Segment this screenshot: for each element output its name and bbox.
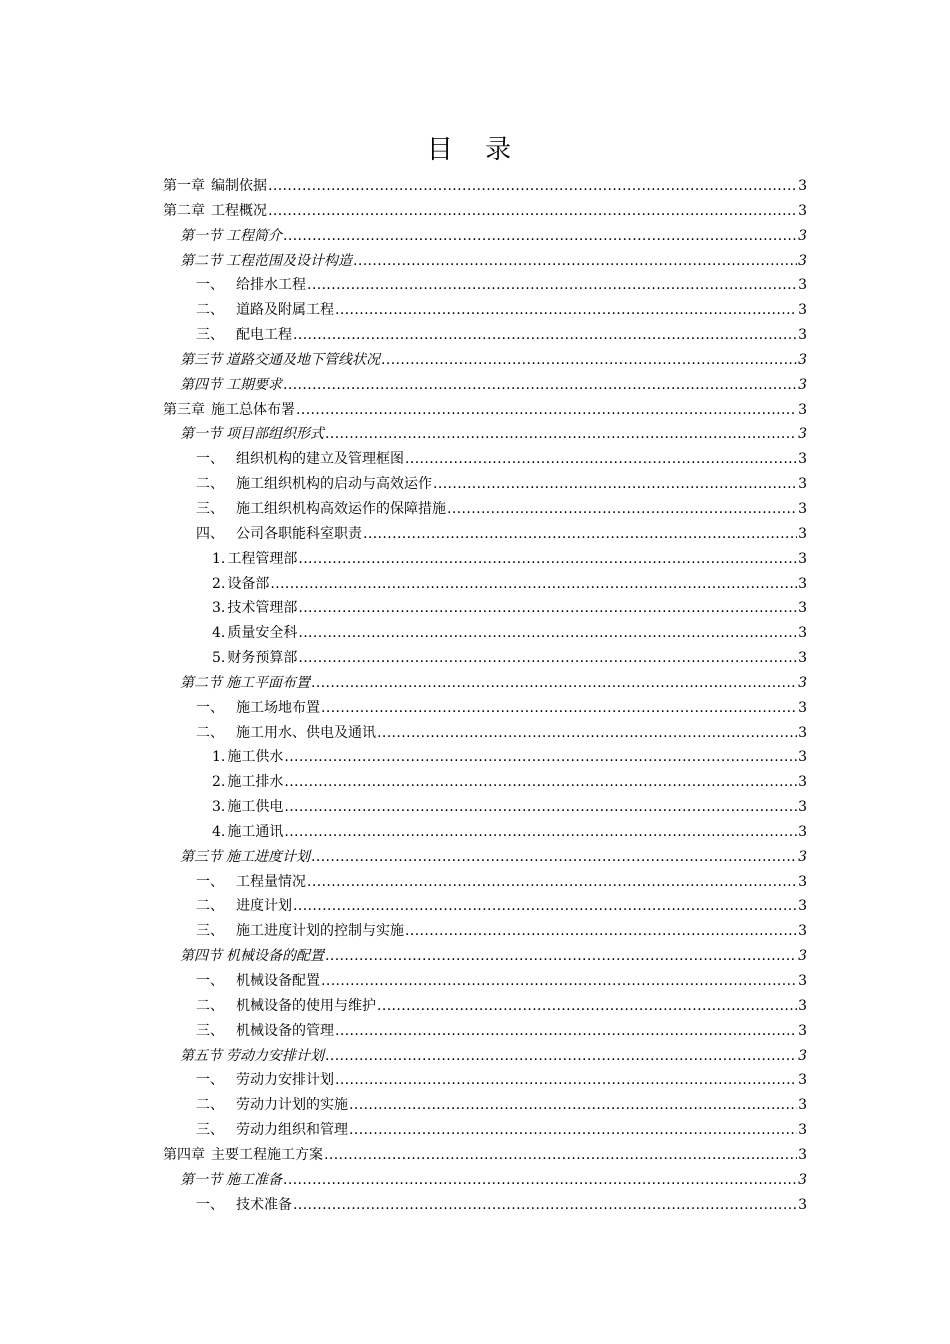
toc-entry-page: 3 [798,923,807,940]
toc-entry-page: 3 [798,848,807,865]
toc-entry-leader [268,174,797,199]
toc-entry-number: 第一章 [163,178,205,194]
toc-entry-leader [293,323,797,348]
toc-entry[interactable] [0,1143,950,1168]
toc-entry-text: 劳动力安排计划 [226,1047,324,1064]
toc-entry[interactable] [0,1093,950,1118]
toc-entry-page: 3 [798,327,807,344]
toc-entry[interactable] [0,249,950,274]
toc-entry-leader [325,422,797,447]
toc-entry[interactable] [0,969,950,994]
toc-entry-page: 3 [798,973,807,989]
toc-entry-text: 机械设备的配置 [226,948,324,965]
toc-entry-page: 3 [798,525,807,542]
toc-entry-text: 工期要求 [226,376,282,393]
toc-entry-text: 劳动力计划的实施 [236,1097,348,1114]
toc-entry-text: 主要工程施工方案 [211,1146,323,1163]
toc-entry-text: 工程简介 [226,227,282,244]
toc-entry[interactable] [0,646,950,671]
toc-entry-text: 技术准备 [236,1196,292,1213]
toc-entry-page: 3 [798,1072,807,1089]
toc-entry-number: 二、 [196,724,224,741]
toc-entry-text: 施工组织机构的启动与高效运作 [236,476,432,493]
toc-entry-text: 质量安全科 [227,625,298,642]
toc-entry-text: 施工排水 [227,774,284,791]
toc-entry-leader [293,894,797,919]
toc-entry-text: 工程管理部 [227,550,298,567]
toc-entry-text: 施工平面布置 [226,674,310,691]
toc-entry-page: 3 [798,302,807,319]
toc-entry[interactable] [0,497,950,522]
toc-entry-leader [298,596,797,621]
toc-entry-number: 第二章 [163,202,205,219]
toc-entry-number: 第二节 [180,252,222,269]
toc-entry-number: 2. [212,774,226,791]
toc-entry-page: 3 [798,376,807,393]
toc-entry-leader [270,572,797,597]
toc-entry-page: 3 [798,500,807,517]
toc-entry-text: 给排水工程 [236,277,306,294]
toc-entry-text: 道路及附属工程 [236,302,334,319]
toc-entry[interactable] [0,447,950,472]
toc-entry[interactable] [0,696,950,721]
toc-entry-number: 一、 [196,451,224,468]
toc-entry[interactable] [0,348,950,373]
toc-entry[interactable] [0,671,950,696]
toc-entry-leader [307,273,797,298]
toc-entry-text: 施工供水 [227,749,284,766]
toc-entry-page: 3 [798,650,807,667]
toc-entry-number: 第四节 [180,376,222,393]
toc-entry[interactable] [0,472,950,497]
toc-entry-number: 第一节 [180,426,222,443]
toc-entry-number: 第一节 [180,1171,222,1188]
toc-entry-leader [321,969,797,994]
toc-entry-number: 二、 [196,476,224,493]
toc-entry[interactable] [0,870,950,895]
toc-entry[interactable] [0,596,950,621]
toc-entry-leader [283,1168,797,1193]
toc-entry-leader [335,1019,797,1044]
toc-entry-number: 二、 [196,997,224,1014]
toc-entry-leader [283,373,797,398]
toc-entry-number: 二、 [196,302,224,319]
toc-entry-leader [325,944,797,969]
toc-entry-leader [321,696,797,721]
toc-entry-leader [349,1093,797,1118]
toc-entry-text: 施工供电 [227,799,284,816]
toc-entry-text: 施工总体布署 [211,401,295,418]
toc-entry-leader [335,298,797,323]
toc-entry[interactable] [0,522,950,547]
toc-entry-page: 3 [798,699,807,716]
toc-entry-text: 施工组织机构高效运作的保障措施 [236,500,446,517]
toc-entry-text: 工程概况 [211,202,267,219]
toc-entry[interactable] [0,199,950,224]
toc-entry-page: 3 [798,774,807,791]
toc-entry-number: 第三节 [180,848,222,865]
toc-entry-number: 三、 [196,327,224,344]
toc-entry-number: 第三节 [180,351,222,368]
toc-entry-number: 2. [212,575,226,592]
toc-entry[interactable] [0,1044,950,1069]
toc-entry[interactable] [0,721,950,746]
toc-entry-number: 3. [212,600,226,617]
toc-entry-number: 第二节 [180,674,222,691]
toc-entry-page: 3 [798,1047,807,1064]
toc-entry-number: 三、 [196,923,224,940]
toc-entry-leader [363,522,797,547]
toc-entry-leader [298,547,797,572]
toc-entry-number: 4. [212,625,226,642]
toc-entry-page: 3 [798,823,807,840]
toc-entry-number: 第五节 [180,1047,222,1064]
toc-entry-leader [307,870,797,895]
toc-entry-leader [298,621,797,646]
toc-entry-text: 工程量情况 [236,873,306,890]
toc-entry-number: 一、 [196,973,224,989]
toc-entry-leader [381,348,797,373]
toc-entry[interactable] [0,1193,950,1218]
toc-entry-text: 施工进度计划 [226,848,310,865]
toc-entry-text: 劳动力安排计划 [236,1072,334,1089]
toc-entry-text: 施工通讯 [227,823,284,840]
toc-entry-text: 机械设备的管理 [236,1022,334,1039]
toc-entry-page: 3 [798,178,807,194]
toc-entry[interactable] [0,770,950,795]
toc-entry-text: 机械设备的使用与维护 [236,997,376,1014]
toc-entry-page: 3 [798,1022,807,1039]
toc-entry-number: 一、 [196,277,224,294]
toc-entry-page: 3 [798,674,807,691]
toc-entry-number: 三、 [196,500,224,517]
toc-entry-number: 第一节 [180,227,222,244]
toc-entry-page: 3 [798,351,807,368]
toc-entry-text: 进度计划 [236,898,292,915]
toc-entry[interactable] [0,174,950,199]
toc-entry[interactable] [0,1118,950,1143]
toc-entry-number: 一、 [196,699,224,716]
toc-entry-leader [311,845,797,870]
toc-entry-number: 第三章 [163,401,205,418]
toc-entry-number: 4. [212,823,226,840]
toc-entry-leader [284,795,797,820]
toc-entry-leader [324,1143,797,1168]
toc-entry-page: 3 [798,1122,807,1139]
toc-entry[interactable] [0,795,950,820]
toc-entry-page: 3 [798,227,807,244]
toc-entry-leader [284,745,797,770]
toc-entry-page: 3 [798,202,807,219]
toc-entry[interactable] [0,621,950,646]
toc-entry-number: 四、 [196,525,224,542]
toc-entry[interactable] [0,994,950,1019]
toc-entry-page: 3 [798,1196,807,1213]
toc-entry-text: 工程范围及设计构造 [226,252,352,269]
toc-entry[interactable] [0,944,950,969]
toc-entry-leader [284,820,797,845]
toc-list [0,174,950,1217]
toc-entry-page: 3 [798,1146,807,1163]
toc-entry-page: 3 [798,401,807,418]
toc-entry-page: 3 [798,550,807,567]
toc-entry-number: 三、 [196,1122,224,1139]
toc-entry-leader [377,721,797,746]
toc-entry-page: 3 [798,426,807,443]
toc-entry-leader [293,1193,797,1218]
toc-entry-page: 3 [798,799,807,816]
toc-entry[interactable] [0,894,950,919]
toc-entry-text: 施工准备 [226,1171,282,1188]
toc-entry-number: 第四章 [163,1146,205,1163]
toc-entry-text: 设备部 [227,575,270,592]
toc-entry[interactable] [0,224,950,249]
toc-entry-text: 组织机构的建立及管理框图 [236,451,404,468]
toc-entry-page: 3 [798,625,807,642]
toc-entry[interactable] [0,1068,950,1093]
toc-entry-leader [298,646,797,671]
toc-entry-leader [433,472,797,497]
toc-entry-text: 施工进度计划的控制与实施 [236,923,404,940]
toc-entry[interactable] [0,298,950,323]
toc-entry-number: 二、 [196,898,224,915]
toc-entry-number: 一、 [196,1196,224,1213]
toc-entry[interactable] [0,398,950,423]
toc-entry-leader [377,994,797,1019]
toc-entry-leader [268,199,797,224]
toc-entry-page: 3 [798,1171,807,1188]
toc-entry-leader [296,398,797,423]
toc-entry-leader [353,249,797,274]
toc-entry-page: 3 [798,252,807,269]
toc-entry-leader [311,671,797,696]
toc-entry-page: 3 [798,1097,807,1114]
toc-entry-leader [405,447,797,472]
toc-title: 目 录 [426,135,524,165]
toc-entry-leader [335,1068,797,1093]
toc-entry[interactable] [0,919,950,944]
toc-entry-page: 3 [798,948,807,965]
toc-entry-number: 一、 [196,873,224,890]
toc-entry[interactable] [0,845,950,870]
toc-entry-text: 道路交通及地下管线状况 [226,351,380,368]
toc-entry[interactable] [0,820,950,845]
toc-entry-page: 3 [798,451,807,468]
toc-entry[interactable] [0,373,950,398]
toc-entry-text: 劳动力组织和管理 [236,1122,348,1139]
toc-entry-text: 公司各职能科室职责 [236,525,362,542]
toc-entry-text: 技术管理部 [227,600,298,617]
toc-entry-page: 3 [798,575,807,592]
toc-entry[interactable] [0,745,950,770]
toc-entry-text: 财务预算部 [227,650,298,667]
toc-entry-leader [447,497,797,522]
toc-entry-page: 3 [798,277,807,294]
toc-entry-number: 3. [212,799,226,816]
toc-entry-text: 编制依据 [211,178,267,194]
toc-entry[interactable] [0,323,950,348]
toc-entry-number: 第四节 [180,948,222,965]
toc-entry[interactable] [0,422,950,447]
toc-entry-page: 3 [798,724,807,741]
toc-entry-text: 施工场地布置 [236,699,320,716]
toc-entry[interactable] [0,1168,950,1193]
toc-entry-page: 3 [798,600,807,617]
toc-entry[interactable] [0,1019,950,1044]
toc-entry-page: 3 [798,873,807,890]
toc-entry-number: 1. [212,550,226,567]
toc-entry-leader [284,770,797,795]
toc-entry-leader [405,919,797,944]
toc-entry-page: 3 [798,997,807,1014]
toc-entry-leader [283,224,797,249]
toc-entry-text: 机械设备配置 [236,973,320,989]
toc-entry-page: 3 [798,749,807,766]
toc-entry-text: 项目部组织形式 [226,426,324,443]
toc-entry-number: 5. [212,650,226,667]
toc-entry-text: 施工用水、供电及通讯 [236,724,376,741]
toc-entry[interactable] [0,547,950,572]
toc-entry-number: 1. [212,749,226,766]
toc-entry-leader [349,1118,797,1143]
toc-entry[interactable] [0,273,950,298]
toc-entry-number: 三、 [196,1022,224,1039]
toc-entry-number: 一、 [196,1072,224,1089]
toc-entry-page: 3 [798,476,807,493]
toc-entry-text: 配电工程 [236,327,292,344]
toc-entry-leader [325,1044,797,1069]
toc-entry-number: 二、 [196,1097,224,1114]
toc-entry[interactable] [0,572,950,597]
toc-entry-page: 3 [798,898,807,915]
